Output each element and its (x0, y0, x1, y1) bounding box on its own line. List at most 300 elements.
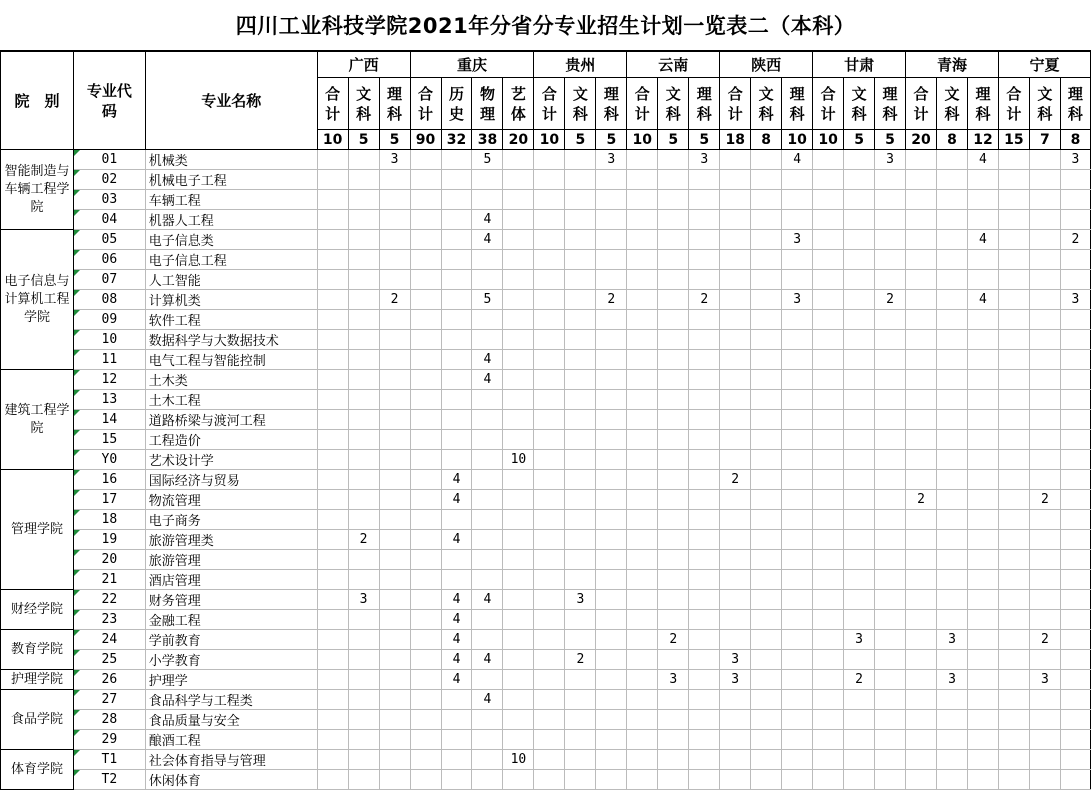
subject-header: 文科 (1029, 78, 1060, 130)
major-code-cell: 02 (73, 170, 145, 190)
quota-cell (720, 750, 751, 770)
quota-cell (937, 190, 968, 210)
quota-cell (627, 630, 658, 650)
quota-cell (720, 590, 751, 610)
quota-cell (875, 590, 906, 610)
quota-cell (689, 650, 720, 670)
quota-cell (751, 450, 782, 470)
table-row (1, 150, 1091, 170)
quota-cell (1029, 150, 1060, 170)
quota-cell (472, 750, 503, 770)
quota-cell (565, 270, 596, 290)
quota-cell (379, 390, 410, 410)
quota-cell (317, 270, 348, 290)
quota-cell (658, 390, 689, 410)
quota-cell (689, 770, 720, 790)
quota-cell (410, 330, 441, 350)
quota-cell: 4 (441, 590, 472, 610)
major-code-cell: 09 (73, 310, 145, 330)
major-name-cell: 车辆工程 (145, 190, 317, 210)
major-code-cell: 20 (73, 550, 145, 570)
header-code: 专业代码 (73, 52, 145, 150)
quota-cell (441, 150, 472, 170)
quota-cell (627, 710, 658, 730)
quota-cell (379, 770, 410, 790)
quota-cell (1060, 330, 1090, 350)
quota-cell (844, 350, 875, 370)
quota-cell (596, 250, 627, 270)
quota-cell (410, 470, 441, 490)
quota-cell (906, 650, 937, 670)
quota-cell (503, 190, 534, 210)
major-code-cell: T2 (73, 770, 145, 790)
quota-cell (472, 730, 503, 750)
quota-cell (627, 290, 658, 310)
quota-cell (627, 170, 658, 190)
quota-cell (689, 730, 720, 750)
quota-cell: 3 (720, 650, 751, 670)
major-code-cell: 24 (73, 630, 145, 650)
major-code-cell: 21 (73, 570, 145, 590)
quota-cell (906, 270, 937, 290)
province-header: 甘肃 (813, 52, 906, 78)
department-cell: 食品学院 (1, 690, 74, 750)
quota-cell (906, 230, 937, 250)
quota-cell (348, 510, 379, 530)
quota-cell (472, 670, 503, 690)
quota-cell (596, 670, 627, 690)
quota-cell (317, 490, 348, 510)
quota-cell (565, 630, 596, 650)
major-code-cell: 11 (73, 350, 145, 370)
quota-cell (844, 430, 875, 450)
quota-cell (782, 750, 813, 770)
quota-cell (441, 730, 472, 750)
quota-cell (967, 510, 998, 530)
quota-cell (472, 250, 503, 270)
quota-cell (906, 730, 937, 750)
quota-cell (689, 530, 720, 550)
quota-cell (813, 310, 844, 330)
table-row (1, 390, 1091, 410)
quota-cell (410, 150, 441, 170)
quota-cell (596, 730, 627, 750)
quota-cell (906, 430, 937, 450)
major-code-cell: 14 (73, 410, 145, 430)
quota-cell: 2 (1029, 630, 1060, 650)
quota-cell (906, 750, 937, 770)
quota-cell (720, 610, 751, 630)
quota-cell (1060, 550, 1090, 570)
major-code-cell: T1 (73, 750, 145, 770)
quota-cell (1029, 310, 1060, 330)
quota-cell (1060, 450, 1090, 470)
table-row (1, 750, 1091, 770)
subject-header: 文科 (937, 78, 968, 130)
major-name-cell: 机械类 (145, 150, 317, 170)
quota-cell: 2 (720, 470, 751, 490)
quota-cell: 4 (441, 670, 472, 690)
quota-cell (658, 690, 689, 710)
quota-cell (998, 530, 1029, 550)
quota-cell (689, 510, 720, 530)
quota-cell (720, 510, 751, 530)
quota-cell (441, 350, 472, 370)
quota-cell (472, 450, 503, 470)
quota-cell (658, 430, 689, 450)
quota-cell: 3 (658, 670, 689, 690)
quota-cell: 4 (472, 230, 503, 250)
quota-cell (534, 770, 565, 790)
quota-cell (906, 630, 937, 650)
quota-total: 8 (751, 130, 782, 150)
quota-cell: 2 (348, 530, 379, 550)
quota-cell (596, 750, 627, 770)
quota-cell (937, 230, 968, 250)
quota-cell (844, 530, 875, 550)
quota-cell (503, 550, 534, 570)
quota-cell (844, 490, 875, 510)
quota-cell (317, 330, 348, 350)
quota-cell (410, 630, 441, 650)
table-row (1, 430, 1091, 450)
major-name-cell: 道路桥梁与渡河工程 (145, 410, 317, 430)
quota-cell (906, 670, 937, 690)
quota-cell (813, 190, 844, 210)
quota-cell (844, 170, 875, 190)
quota-cell (844, 510, 875, 530)
quota-cell (565, 190, 596, 210)
quota-cell (348, 170, 379, 190)
major-code-cell: 07 (73, 270, 145, 290)
quota-cell: 4 (472, 370, 503, 390)
quota-cell (813, 730, 844, 750)
quota-cell: 3 (844, 630, 875, 650)
quota-cell (844, 310, 875, 330)
quota-cell (1060, 770, 1090, 790)
quota-cell (998, 350, 1029, 370)
quota-cell (875, 750, 906, 770)
quota-cell (410, 770, 441, 790)
quota-cell (410, 290, 441, 310)
quota-cell (967, 570, 998, 590)
quota-cell (658, 750, 689, 770)
quota-cell (844, 370, 875, 390)
quota-cell (813, 550, 844, 570)
quota-cell (751, 550, 782, 570)
quota-cell: 4 (967, 290, 998, 310)
quota-cell (782, 570, 813, 590)
quota-cell (379, 710, 410, 730)
quota-cell (534, 490, 565, 510)
quota-cell (658, 310, 689, 330)
quota-cell (348, 230, 379, 250)
quota-cell (844, 210, 875, 230)
quota-cell (410, 450, 441, 470)
quota-cell (379, 310, 410, 330)
quota-cell (1029, 530, 1060, 550)
quota-cell (782, 330, 813, 350)
quota-cell (379, 450, 410, 470)
quota-cell (1060, 610, 1090, 630)
subject-header: 合计 (998, 78, 1029, 130)
quota-cell (658, 210, 689, 230)
quota-cell (751, 350, 782, 370)
major-name-cell: 工程造价 (145, 430, 317, 450)
quota-cell (348, 450, 379, 470)
quota-cell (906, 350, 937, 370)
quota-cell (967, 270, 998, 290)
quota-cell (813, 290, 844, 310)
subject-header: 历史 (441, 78, 472, 130)
quota-cell (441, 570, 472, 590)
quota-cell (906, 770, 937, 790)
quota-cell (317, 250, 348, 270)
major-name-cell: 酒店管理 (145, 570, 317, 590)
quota-cell (967, 330, 998, 350)
quota-cell (410, 170, 441, 190)
quota-cell (627, 250, 658, 270)
quota-cell (1029, 470, 1060, 490)
quota-total: 5 (875, 130, 906, 150)
quota-cell (379, 470, 410, 490)
quota-cell (410, 690, 441, 710)
quota-cell (782, 350, 813, 370)
table-row (1, 490, 1091, 510)
quota-cell (1060, 670, 1090, 690)
quota-cell (596, 510, 627, 530)
quota-total: 8 (1060, 130, 1090, 150)
quota-cell (1029, 290, 1060, 310)
quota-cell (906, 530, 937, 550)
quota-cell (627, 530, 658, 550)
quota-cell: 2 (689, 290, 720, 310)
major-name-cell: 财务管理 (145, 590, 317, 610)
major-code-cell: 12 (73, 370, 145, 390)
quota-cell (937, 510, 968, 530)
quota-cell (967, 530, 998, 550)
quota-cell (1060, 730, 1090, 750)
quota-cell (534, 270, 565, 290)
quota-cell (998, 490, 1029, 510)
quota-cell (503, 430, 534, 450)
quota-cell (317, 770, 348, 790)
quota-cell (534, 590, 565, 610)
quota-cell (875, 710, 906, 730)
quota-cell (534, 690, 565, 710)
quota-cell (937, 410, 968, 430)
quota-cell: 3 (937, 670, 968, 690)
subject-header: 理科 (967, 78, 998, 130)
major-code-cell: 23 (73, 610, 145, 630)
quota-cell (751, 750, 782, 770)
major-name-cell: 食品科学与工程类 (145, 690, 317, 710)
quota-cell (875, 670, 906, 690)
quota-cell (348, 670, 379, 690)
quota-cell (844, 390, 875, 410)
quota-cell (472, 430, 503, 450)
quota-cell (534, 310, 565, 330)
quota-cell (937, 550, 968, 570)
quota-cell (782, 530, 813, 550)
quota-cell (689, 690, 720, 710)
quota-cell (596, 430, 627, 450)
quota-cell (596, 490, 627, 510)
quota-cell (565, 750, 596, 770)
quota-cell (875, 650, 906, 670)
quota-cell (906, 510, 937, 530)
quota-cell (379, 330, 410, 350)
quota-cell (998, 730, 1029, 750)
quota-cell (658, 270, 689, 290)
major-code-cell: 04 (73, 210, 145, 230)
quota-cell (813, 690, 844, 710)
quota-cell: 4 (441, 610, 472, 630)
quota-cell (967, 670, 998, 690)
quota-cell (1060, 350, 1090, 370)
quota-cell: 10 (503, 750, 534, 770)
quota-cell (1060, 310, 1090, 330)
quota-cell (1060, 510, 1090, 530)
quota-total: 5 (844, 130, 875, 150)
quota-cell (782, 310, 813, 330)
quota-cell (751, 770, 782, 790)
quota-cell (875, 550, 906, 570)
quota-cell (348, 290, 379, 310)
quota-cell (875, 190, 906, 210)
quota-cell (967, 490, 998, 510)
quota-cell (751, 270, 782, 290)
quota-cell (813, 430, 844, 450)
quota-cell (441, 430, 472, 450)
quota-cell (472, 630, 503, 650)
quota-cell (998, 150, 1029, 170)
quota-cell (596, 630, 627, 650)
quota-cell: 2 (379, 290, 410, 310)
quota-cell (998, 690, 1029, 710)
quota-cell (596, 610, 627, 630)
quota-cell (348, 690, 379, 710)
quota-cell (441, 710, 472, 730)
quota-cell (348, 490, 379, 510)
table-row (1, 510, 1091, 530)
quota-cell (534, 290, 565, 310)
quota-cell (348, 390, 379, 410)
major-name-cell: 电子信息类 (145, 230, 317, 250)
quota-cell (906, 310, 937, 330)
quota-cell (906, 250, 937, 270)
quota-cell (906, 450, 937, 470)
quota-cell (1029, 270, 1060, 290)
major-name-cell: 机械电子工程 (145, 170, 317, 190)
quota-cell (844, 770, 875, 790)
major-name-cell: 国际经济与贸易 (145, 470, 317, 490)
quota-total: 5 (379, 130, 410, 150)
quota-cell (906, 590, 937, 610)
quota-cell (782, 450, 813, 470)
quota-cell (720, 330, 751, 350)
quota-cell (1029, 690, 1060, 710)
quota-cell (998, 270, 1029, 290)
quota-cell (937, 170, 968, 190)
major-name-cell: 土木类 (145, 370, 317, 390)
quota-cell (503, 630, 534, 650)
quota-cell (379, 170, 410, 190)
department-cell: 体育学院 (1, 750, 74, 790)
quota-cell (534, 370, 565, 390)
major-name-cell: 人工智能 (145, 270, 317, 290)
quota-cell (720, 450, 751, 470)
quota-total: 32 (441, 130, 472, 150)
subject-header: 艺体 (503, 78, 534, 130)
quota-cell (534, 150, 565, 170)
quota-cell: 3 (1029, 670, 1060, 690)
quota-cell (317, 470, 348, 490)
quota-cell (627, 270, 658, 290)
quota-cell (317, 730, 348, 750)
quota-cell (627, 510, 658, 530)
quota-cell (534, 250, 565, 270)
quota-cell (813, 390, 844, 410)
major-name-cell: 旅游管理 (145, 550, 317, 570)
quota-cell (1029, 410, 1060, 430)
quota-cell (1060, 210, 1090, 230)
major-name-cell: 食品质量与安全 (145, 710, 317, 730)
quota-cell (503, 770, 534, 790)
quota-cell (782, 650, 813, 670)
quota-cell (751, 710, 782, 730)
quota-cell (720, 550, 751, 570)
quota-cell (813, 210, 844, 230)
quota-cell (937, 470, 968, 490)
province-header: 云南 (627, 52, 720, 78)
quota-cell (317, 210, 348, 230)
major-name-cell: 计算机类 (145, 290, 317, 310)
quota-cell (503, 210, 534, 230)
quota-cell (906, 170, 937, 190)
quota-cell (998, 230, 1029, 250)
quota-cell (410, 410, 441, 430)
quota-cell (596, 390, 627, 410)
quota-cell (751, 470, 782, 490)
table-row (1, 610, 1091, 630)
quota-cell: 4 (441, 490, 472, 510)
quota-cell (410, 230, 441, 250)
quota-cell (503, 570, 534, 590)
quota-cell (967, 710, 998, 730)
quota-cell (410, 730, 441, 750)
quota-cell (998, 290, 1029, 310)
table-row (1, 330, 1091, 350)
quota-cell (565, 570, 596, 590)
quota-cell (534, 450, 565, 470)
quota-cell (998, 670, 1029, 690)
quota-cell (472, 610, 503, 630)
quota-cell (720, 690, 751, 710)
quota-cell (379, 690, 410, 710)
quota-cell (534, 550, 565, 570)
subject-header: 合计 (906, 78, 937, 130)
quota-cell (844, 710, 875, 730)
quota-cell: 4 (782, 150, 813, 170)
quota-cell (998, 770, 1029, 790)
quota-cell (503, 730, 534, 750)
quota-cell (906, 550, 937, 570)
quota-cell (720, 290, 751, 310)
quota-cell (844, 690, 875, 710)
quota-cell (503, 330, 534, 350)
major-name-cell: 护理学 (145, 670, 317, 690)
